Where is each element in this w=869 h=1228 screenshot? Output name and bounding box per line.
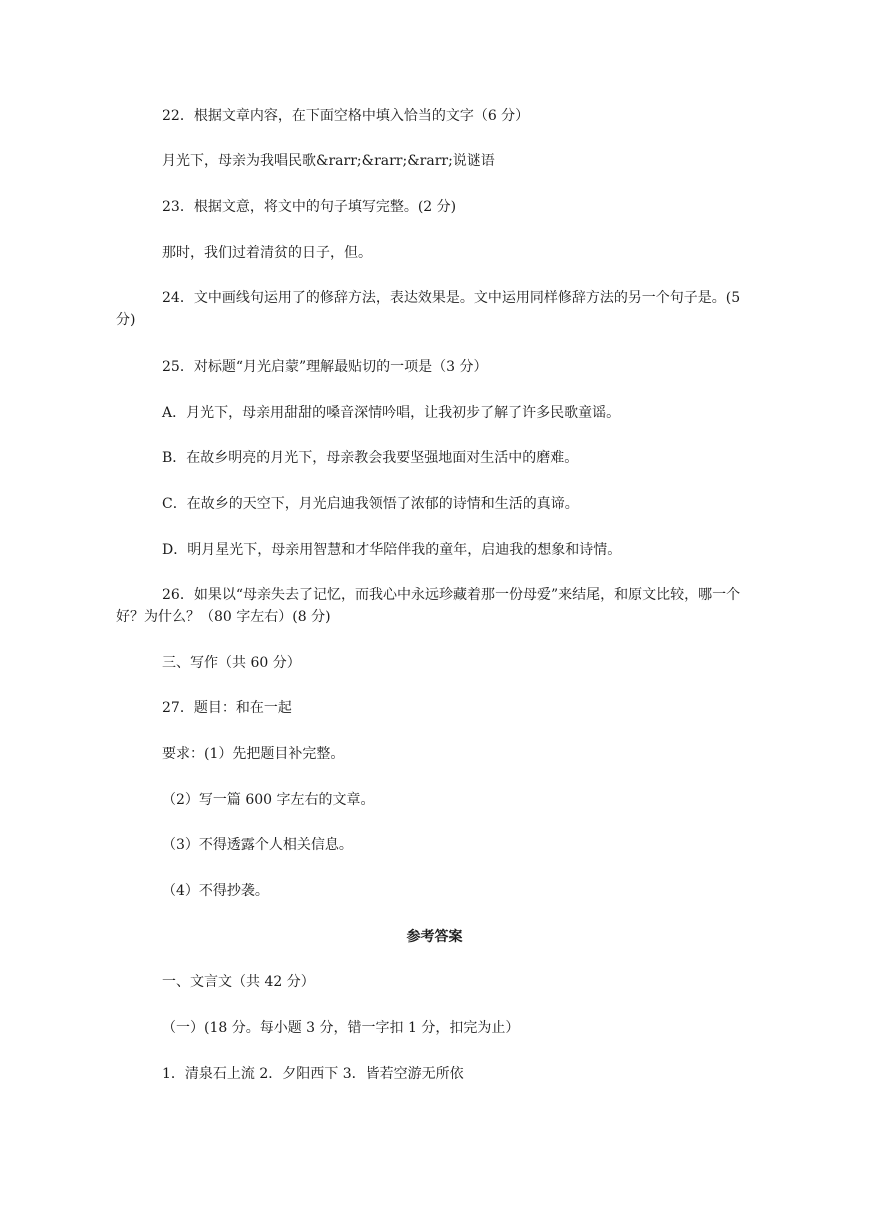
answer-part-1: （一）(18 分。每小题 3 分，错一字扣 1 分，扣完为止） (162, 1020, 520, 1036)
question-25-option-b: B．在故乡明亮的月光下，母亲教会我要坚强地面对生活中的磨难。 (162, 450, 579, 466)
question-22: 22．根据文章内容，在下面空格中填入恰当的文字（6 分） (162, 108, 530, 124)
question-23-sentence: 那时，我们过着清贫的日子，但。 (162, 245, 372, 261)
question-27: 27．题目：和在一起 (162, 700, 292, 716)
question-25-option-d: D．明月星光下，母亲用智慧和才华陪伴我的童年，启迪我的想象和诗情。 (162, 542, 622, 558)
writing-section-title: 三、写作（共 60 分） (162, 655, 301, 671)
answer-key-title: 参考答案 (406, 929, 463, 945)
question-26: 26．如果以“母亲失去了记忆，而我心中永远珍藏着那一份母爱”来结尾，和原文比较，哪一个好？为什么？（80 字左右）(8 分) (116, 587, 741, 625)
writing-requirement-2: （2）写一篇 600 字左右的文章。 (162, 792, 375, 808)
answer-line-1: 1．清泉石上流 2．夕阳西下 3．皆若空游无所依 (162, 1066, 464, 1082)
question-25-option-c: C．在故乡的天空下，月光启迪我领悟了浓郁的诗情和生活的真谛。 (162, 496, 579, 512)
question-23: 23．根据文意，将文中的句子填写完整。(2 分) (162, 199, 457, 215)
question-22-fill-line: 月光下，母亲为我唱民歌&rarr;&rarr;&rarr;说谜语 (162, 153, 495, 169)
question-24: 24．文中画线句运用了的修辞方法，表达效果是。文中运用同样修辞方法的另一个句子是。(5 分) (116, 290, 741, 328)
question-25-option-a: A．月光下，母亲用甜甜的嗓音深情吟唱，让我初步了解了许多民歌童谣。 (162, 405, 621, 421)
answer-section-1: 一、文言文（共 42 分） (162, 974, 315, 990)
writing-requirement-4: （4）不得抄袭。 (162, 883, 269, 899)
question-25: 25．对标题“月光启蒙”理解最贴切的一项是（3 分） (162, 359, 488, 375)
writing-requirement-1: 要求：(1）先把题目补完整。 (162, 746, 345, 762)
writing-requirement-3: （3）不得透露个人相关信息。 (162, 837, 353, 853)
